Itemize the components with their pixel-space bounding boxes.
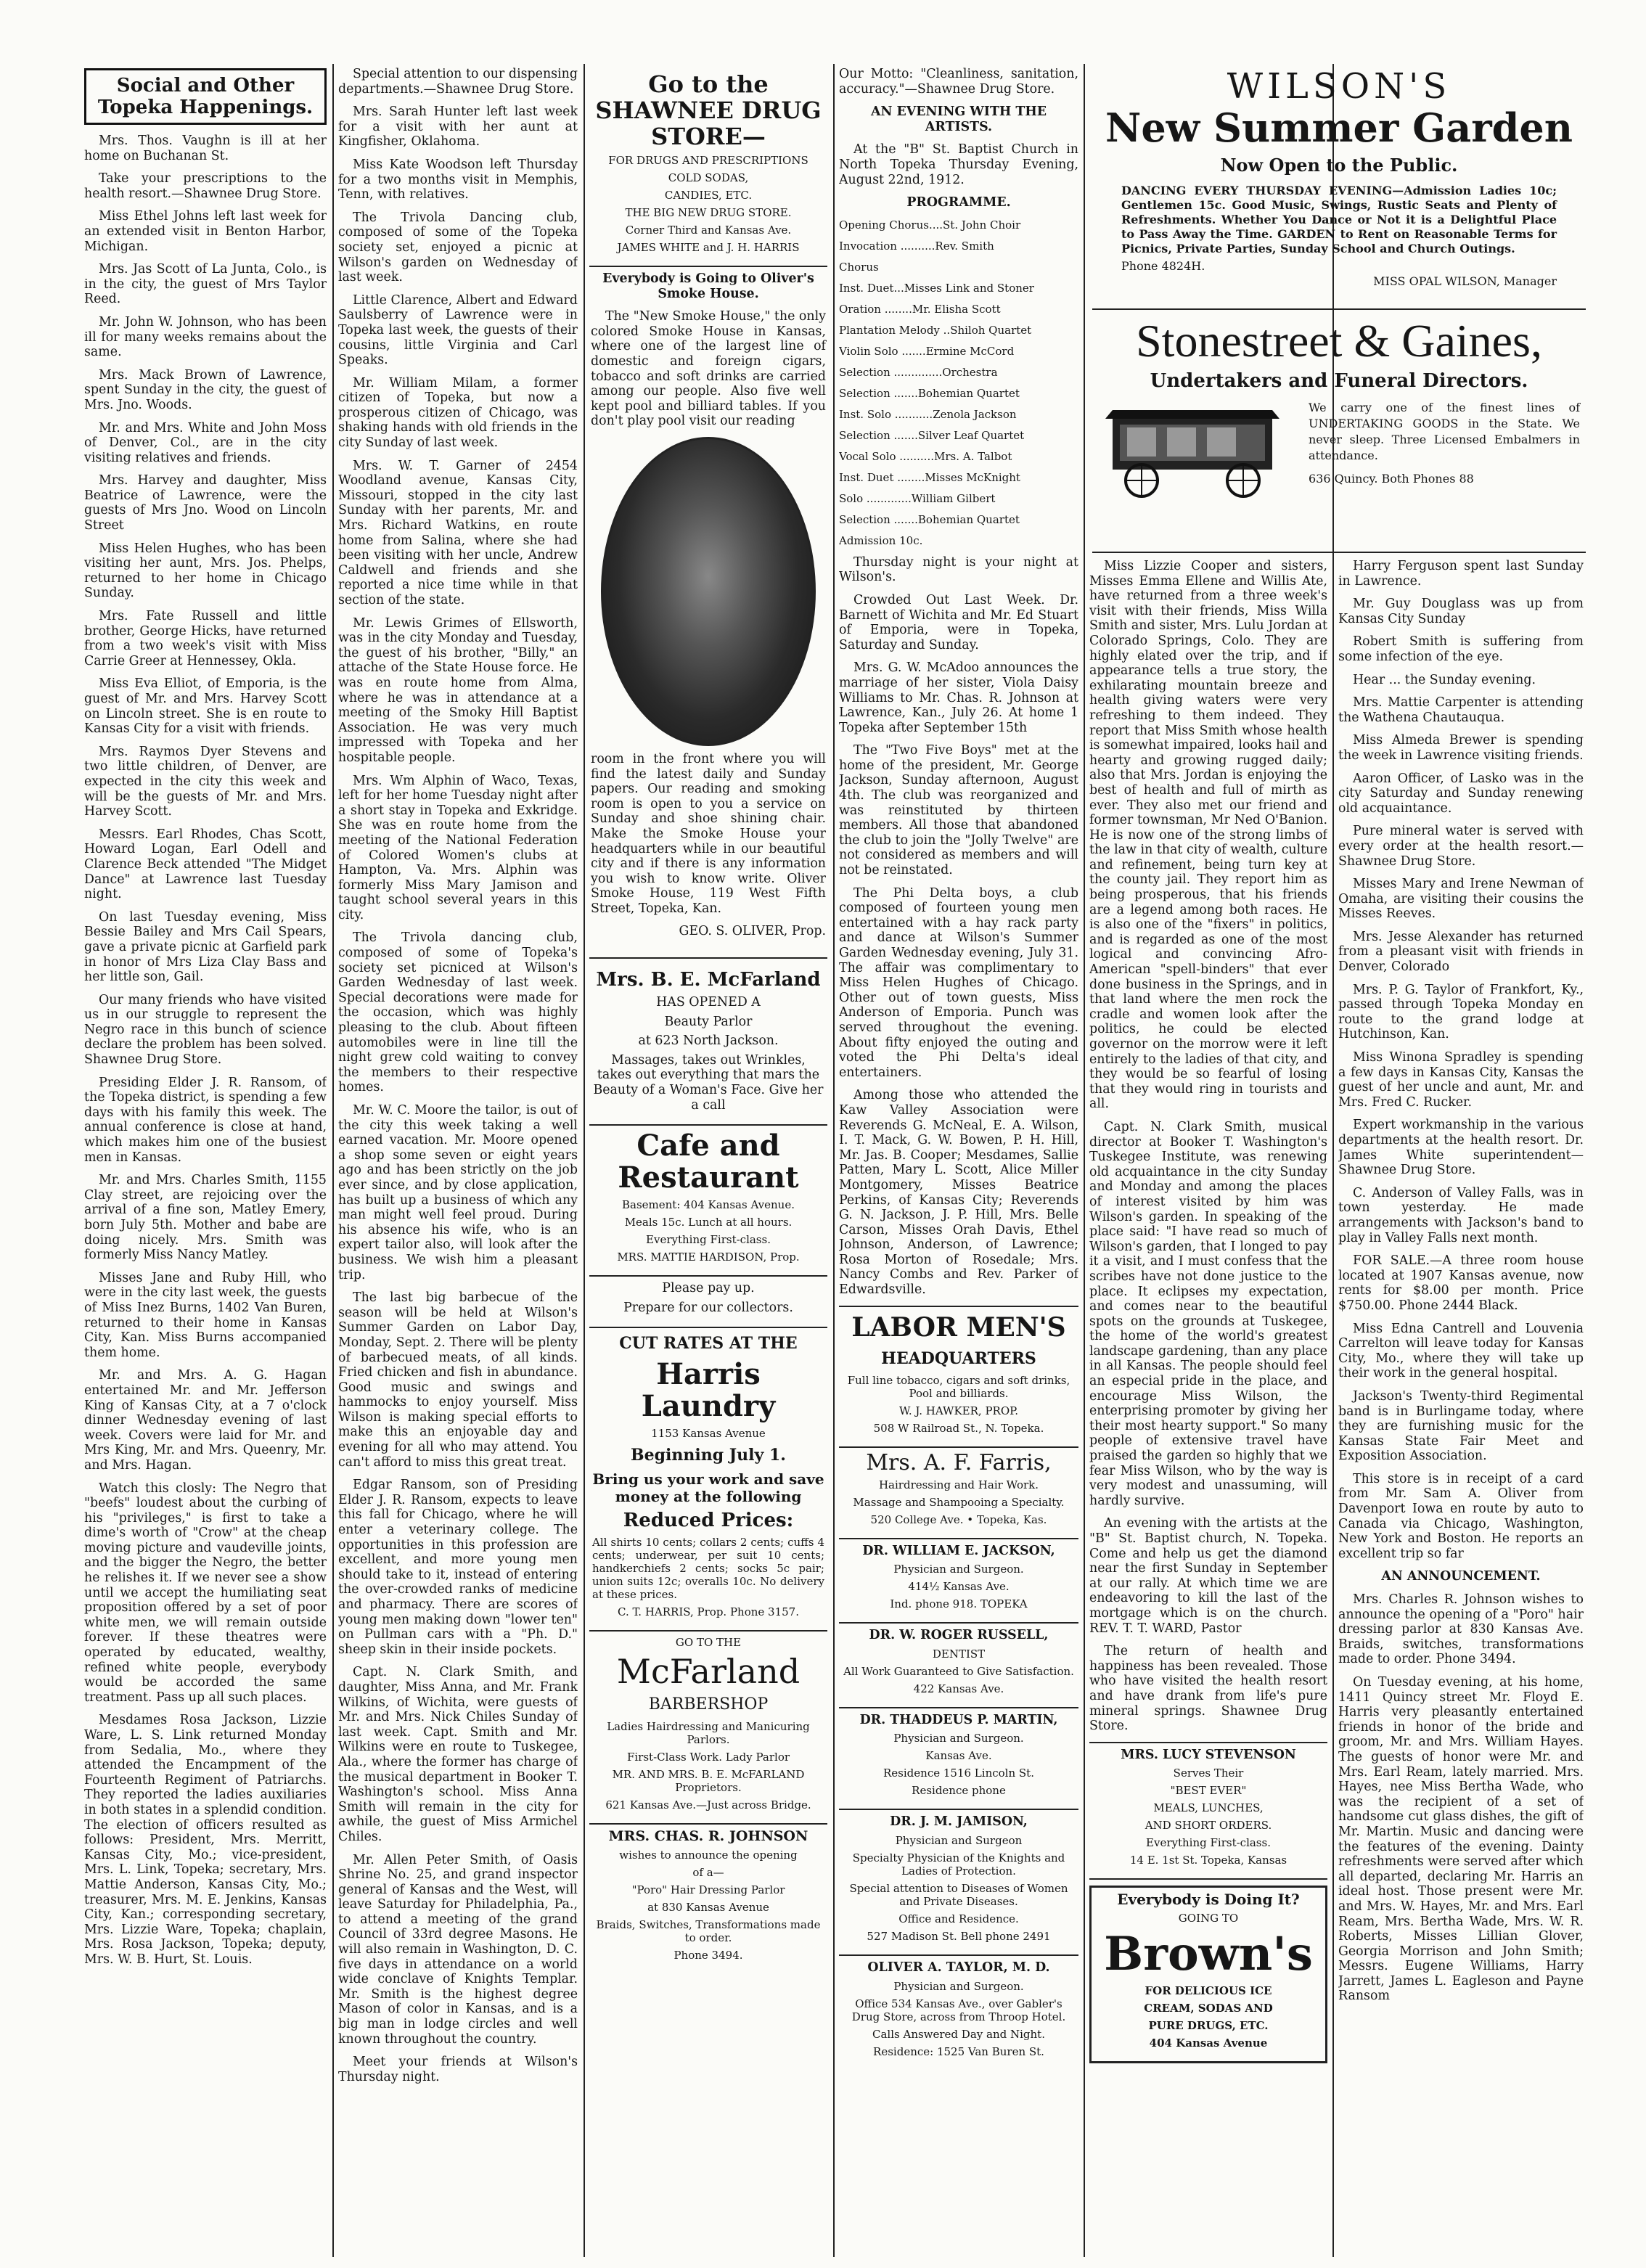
ad-lines: [592, 1198, 824, 1264]
ad-title: Go to the SHAWNEE DRUG STORE—: [595, 70, 822, 150]
news-items: [1338, 559, 1584, 1561]
news-item: Mrs. P. G. Taylor of Frankfort, Ky., passed through Topeka Monday en route to the grand lodge at Hutchinson, Kan.: [1338, 982, 1584, 1042]
ad-address: 636 Quincy. Both Phones 88: [1309, 472, 1474, 486]
news-item: Meet your friends at Wilson's Thursday night.: [338, 2055, 578, 2084]
card-line: Calls Answered Day and Night.: [872, 2027, 1045, 2041]
ad-text: room in the front where you will find the latest daily and Sunday papers. Our reading and smoking room is open to you a service on Sunday and shoe shining chair. Make the Smoke House your headquarters while in our beautiful city and if there is any information you wish to know write. Oliver Smoke House, 119 West Fifth Street, Topeka, Kan.: [591, 751, 826, 916]
ad-title: LABOR MEN'S: [851, 1311, 1066, 1343]
ad-line: COLD SODAS,: [668, 171, 749, 184]
news-item: Misses Jane and Ruby Hill, who were in the city last week, the guests of Miss Inez Burns, 1402 Van Buren, returned to their home in Kansas City, Kan. Miss Burns accompanied them home.: [84, 1270, 327, 1360]
ad-address: 1153 Kansas Avenue: [651, 1427, 766, 1441]
ad-text: The "New Smoke House," the only colored Smoke House in Kansas, where one of the largest line of domestic and foreign cigars, tobacco and soft drinks are carried among our people. Also five well kept pool and billiard tables. If you don't play pool visit our reading: [591, 309, 826, 429]
news-item: The Trivola dancing club, composed of some of Topeka's society set picniced at Wilson's Garden Wednesday of last week. Special decorations were made for the occasion, which was highly pleasing to the club. About fifteen automobiles were in line till the night grew cold waiting to convey the members to their respective homes.: [338, 930, 578, 1095]
shawnee-drug-ad: [589, 67, 827, 267]
news-item: Mrs. Sarah Hunter left last week for a visit with her aunt at Kingfisher, Oklahoma.: [338, 105, 578, 150]
ad-line: PURE DRUGS, ETC.: [1148, 2018, 1269, 2032]
programme-line: Inst. Solo ...........Zenola Jackson: [839, 407, 1017, 421]
ad-top: GO TO THE: [675, 1636, 742, 1650]
event-intro: At the "B" St. Baptist Church in North Topeka Thursday Evening, August 22nd, 1912.: [839, 142, 1078, 187]
ad-line: 404 Kansas Avenue: [1149, 2036, 1268, 2050]
card-line: Office and Residence.: [898, 1912, 1019, 1926]
card-line: Physician and Surgeon.: [893, 1563, 1024, 1576]
announcement-items: [1338, 1592, 1584, 2004]
section-heading: AN ANNOUNCEMENT.: [1381, 1569, 1541, 1584]
card-line: Office 534 Kansas Ave., over Gabler's Drug Store, across from Throop Hotel.: [851, 1997, 1066, 2023]
programme-line: Solo .............William Gilbert: [839, 491, 996, 505]
ad-open: Now Open to the Public.: [1220, 155, 1458, 176]
ad-lines: [592, 995, 824, 1113]
dr-martin-card: [839, 1708, 1078, 1811]
harris-laundry-ad: [589, 1328, 827, 1632]
ad-line: "Poro" Hair Dressing Parlor: [631, 1883, 785, 1896]
ad-heading: Everybody is Going to Oliver's Smoke House.: [602, 271, 814, 301]
hearse-illustration: [1098, 404, 1294, 499]
programme-line: Invocation ..........Rev. Smith: [839, 239, 994, 253]
ad-line: Basement: 404 Kansas Avenue.: [621, 1198, 795, 1212]
news-item: FOR SALE.—A three room house located at 1907 Kansas avenue, now rents for $8.00 per month. Price $750.00. Phone 2444 Black.: [1338, 1253, 1584, 1313]
stevenson-ad: [1089, 1742, 1327, 1880]
ad-line: Everything First-class.: [646, 1233, 771, 1247]
news-item: Miss Eva Elliot, of Emporia, is the guest of Mr. and Mrs. Harvey Scott on Lincoln street. She is en route to Kansas City for a visit with friends.: [84, 676, 327, 737]
news-items: [84, 134, 327, 1968]
ad-line: AND SHORT ORDERS.: [1145, 1819, 1272, 1833]
labor-mens-ad: [839, 1306, 1078, 1448]
news-item: Mrs. Harvey and daughter, Miss Beatrice of Lawrence, were the guests of Mrs Jno. Wood on Lincoln Street: [84, 473, 327, 533]
news-item: Jackson's Twenty-third Regimental band is in Burlingame today, where they are furnishing music for the Kansas State Fair Meet and Exposition Association.: [1338, 1388, 1584, 1464]
news-item: Mr. Lewis Grimes of Ellsworth, was in the city Monday and Tuesday, the guest of his brother, "Billy," an attache of the State House force. He was en route home from Alma, where he was in attendance at a meeting of the Smoky Hill Baptist Association. He was very much impressed with Topeka and her hospitable people.: [338, 615, 578, 765]
card-line: 422 Kansas Ave.: [913, 1682, 1004, 1695]
card-line: DENTIST: [932, 1647, 986, 1661]
news-item: This store is in receipt of a card from Mr. Sam A. Oliver from Davenport Iowa en route by auto to Canada via Chicago, Washington, New York and Boston. He reports an excellent trip so far: [1338, 1471, 1584, 1561]
ad-line: CREAM, SODAS AND: [1144, 2001, 1273, 2015]
ad-going: GOING TO: [1178, 1911, 1239, 1925]
news-item: Mrs. Jesse Alexander has returned from a pleasant visit with friends in Denver, Colorado: [1338, 929, 1584, 975]
news-item: Special attention to our dispensing departments.—Shawnee Drug Store.: [338, 67, 578, 97]
column-church-and-cards: [839, 67, 1078, 2251]
card-line: All Work Guaranteed to Give Satisfaction.: [843, 1664, 1074, 1678]
card-line: Physician and Surgeon: [895, 1834, 1023, 1848]
news-item: Mr. and Mrs. White and John Moss of Denver, Col., are in the city visiting relatives and friends.: [84, 420, 327, 465]
card-lines: [842, 1647, 1076, 1695]
news-item: Mrs. Wm Alphin of Waco, Texas, left for her home Tuesday night after a short stay in Topeka and Exkridge. She was en route home from the meeting of the National Federation of Colored Women's clubs at Hampton, Va. Mrs. Alphin was formerly Miss Mary Jamison and taught school several years in this city.: [338, 773, 578, 922]
news-item: An evening with the artists at the "B" St. Baptist church, N. Topeka. Come and help us get the diamond near the first Sunday in September at our rally. At which time we are endeavoring to kill the last of the mortgage which is on the church. REV. T. T. WARD, Pastor: [1089, 1516, 1327, 1636]
news-item: Mrs. Mattie Carpenter is attending the Wathena Chautauqua.: [1338, 695, 1584, 725]
programme-line: Violin Solo .......Ermine McCord: [839, 344, 1015, 358]
news-item: Miss Lizzie Cooper and sisters, Misses Emma Ellene and Willis Ate, have returned from a three week's visit with their friends, Miss Willa Smith and sister, Mrs. Lulu Jordan at Colorado Springs, Colo. They are highly elated over the trip, and if appearance tells a true story, the exhilarating mountain breeze and health giving waters were very refreshing to them indeed. They report that Miss Smith whose health is somewhat impaired, looks hail and hearty and growing rugged daily; also that Mrs. Jordan is enjoying the best of health and full of mirth as ever. They also met our friend and former townsman, Mr Ned O'Banion. He is now one of the strong limbs of the law in that city of wealth, culture and refinement, being turn key at the county jail. They report him as being prosperous, that his friends are a legend among both races. He is also one of the "fixers" in politics, and is regarded as one of the most logical and convincing Afro-American "spell-binders" that ever done business in the Springs, and in that land where the men rock the cradle and women look after the politics, he could be elected governor on the morrow were it left entirely to the ladies of that city, and they would be so fearful of losing that they would ring in tourists and all.: [1089, 559, 1327, 1112]
ad-line: Phone 3494.: [673, 1949, 743, 1962]
cafe-ad: [589, 1126, 827, 1277]
news-item: The last big barbecue of the season will be held at Wilson's Summer Garden on Labor Day, Monday, Sept. 2. There will be plenty of barbecued meats, of all kinds. Fried chicken and fish in abundance. Good music and swings and hammocks to enjoy yourself. Miss Wilson is making special efforts to make this an enjoyable day and evening for all who may attend. You can't afford to miss this great treat.: [338, 1290, 578, 1470]
card-lines: [842, 1563, 1076, 1610]
card-line: 527 Madison St. Bell phone 2491: [867, 1930, 1051, 1944]
ad-subtitle: Undertakers and Funeral Directors.: [1150, 370, 1528, 392]
dr-jackson-card: [839, 1539, 1078, 1624]
news-item: Mr. William Milam, a former citizen of Topeka, but now a prosperous citizen of Chicago, was shaking hands with old friends in the city Sunday of last week.: [338, 375, 578, 451]
news-item: Mrs. G. W. McAdoo announces the marriage of her sister, Viola Daisy Williams to Mr. Chas. R. Johnson at Lawrence, Kan., July 26. At home 1 Topeka after September 15th: [839, 660, 1078, 735]
ad-lines: [592, 1849, 824, 1962]
card-lines: [842, 1980, 1076, 2058]
ad-title: Cafe and Restaurant: [618, 1129, 799, 1195]
programme-line: Chorus: [839, 260, 879, 274]
ad-manager: MISS OPAL WILSON, Manager: [1373, 274, 1557, 288]
news-item: The return of health and happiness has been revealed. Those who have visited the health resort and have drank from life's pure mineral springs. Shawnee Drug Store.: [1089, 1644, 1327, 1734]
news-item: Harry Ferguson spent last Sunday in Lawrence.: [1338, 559, 1584, 589]
news-item: Crowded Out Last Week. Dr. Barnett of Wichita and Mr. Ed Stuart of Emporia, were in Topeka, Saturday and Sunday.: [839, 592, 1078, 652]
news-item: Miss Kate Woodson left Thursday for a two months visit in Memphis, Tenn, with relatives.: [338, 157, 578, 202]
ad-line: 14 E. 1st St. Topeka, Kansas: [1129, 1854, 1287, 1867]
news-item: Pure mineral water is served with every order at the health resort.—Shawnee Drug Store.: [1338, 824, 1584, 869]
wilsons-garden-ad: [1092, 67, 1586, 335]
dr-taylor-card: [839, 1956, 1078, 2070]
news-item: Mrs. Thos. Vaughn is ill at her home on Buchanan St.: [84, 134, 327, 163]
column-rule: [584, 64, 585, 2257]
ad-lines: [592, 154, 824, 254]
ad-line: Full line tobacco, cigars and soft drinks, Pool and billiards.: [847, 1373, 1070, 1400]
news-item: The "Two Five Boys" met at the home of the president, Mr. George Jackson, Sunday afternoon, August 4th. The club was reorganized and was reinstituted by thirteen members. All those that abandoned the club to join the "Jolly Twelve" are not considered as members and will not be reinstated.: [839, 743, 1078, 878]
news-item: Our many friends who have visited us in our struggle to represent the Negro race in this bunch of science declare the problem has been solved. Shawnee Drug Store.: [84, 992, 327, 1068]
ad-line: at 623 North Jackson.: [638, 1033, 779, 1049]
column-social-happenings: [84, 67, 327, 2251]
card-line: Residence phone: [912, 1784, 1006, 1798]
news-item: Miss Almeda Brewer is spending the week in Lawrence visiting friends.: [1338, 733, 1584, 763]
programme-list: [839, 218, 1078, 547]
card-line: Physician and Surgeon.: [893, 1732, 1024, 1745]
card-line: Kansas Ave.: [925, 1749, 992, 1763]
ad-line: FOR DRUGS AND PRESCRIPTIONS: [608, 154, 808, 167]
column-personals: [338, 67, 578, 2251]
notice-line: Prepare for our collectors.: [623, 1300, 793, 1315]
column-rule: [332, 64, 334, 2257]
stonestreet-gaines-ad: [1092, 312, 1586, 552]
news-item: Miss Ethel Johns left last week for an extended visit in Benton Harbor, Michigan.: [84, 209, 327, 254]
news-item: Mr. Allen Peter Smith, of Oasis Shrine No. 25, and grand inspector general of Kansas and the West, will leave Saturday for Philadelphia, Pa., to attend a meeting of the grand Council of 33rd degree Masons. He will also remain in Washington, D. C. five days in attendance on a world wide conclave of Knights Templar. Mr. Smith is the highest degree Mason of color in Kansas, and is a big man in lodge circles and well known throughout the country.: [338, 1852, 578, 2047]
news-item: On Tuesday evening, at his home, 1411 Quincy street Mr. Floyd E. Harris very pleasantly entertained friends in honor of the bride and groom, Mr. and Mrs. William Hayes. The guests of honor were Mr. and Mrs. Earl Ream, lately married. Mrs. Hayes, nee Miss Bertha Wade, who was the recipient of a set of handsome cut glass dishes, the gift of Mr. Martin. Music and dancing were the features of the evening. Dainty refreshments were served after which all departed, declaring Mr. Harris an ideal host. Those present were Mr. and Mrs. W. Hayes, Mr. and Mrs. Earl Ream, Mrs. Bertha Wade, Mrs. W. R. Roberts, Misses Lillian Glover, Georgia Morrison and John Smith; Messrs. Eugene Williams, Harry Jarrett, James L. Eagleson and Payne Ransom: [1338, 1675, 1584, 2004]
browns-ad: [1089, 1886, 1327, 2063]
ad-title: McFarland: [616, 1652, 801, 1692]
ad-line: THE BIG NEW DRUG STORE.: [625, 206, 792, 219]
ad-line: "BEST EVER": [1170, 1784, 1247, 1798]
ad-line: First-Class Work. Lady Parlor: [626, 1751, 790, 1764]
ad-line: FOR DELICIOUS ICE: [1145, 1984, 1272, 1997]
ad-line: MEALS, LUNCHES,: [1153, 1801, 1264, 1815]
news-item: Capt. N. Clark Smith, musical director at Booker T. Washington's Tuskegee Institute, was renewing old acquaintance in the city Sunday and Monday and among the places of interest visited by him was Wilson's garden. In speaking of the place said: "I have read so much of Wilson's garden, that I longed to pay it a visit, and I must confess that the scribes have not done justice to the place. It eclipses my expectation, and comes near to the beautiful spots on the grounds at Tuskegee, the home of the world's greatest landscape gardening, than any place in all Kansas. The people should feel an especial pride in the place, and encourage Miss Wilson, the enterprising promoter by giving her their most hearty support." So many people of extensive travel have praised the garden so highly that we fear Miss Wilson, who by the way is very modest and unassuming, will hardly survive.: [1089, 1119, 1327, 1508]
news-item: Miss Winona Spradley is spending a few days in Kansas City, Kansas the guest of her uncle and aunt, Mr. and Mrs. Fred C. Rucker.: [1338, 1050, 1584, 1110]
news-item: Thursday night is your night at Wilson's.: [839, 554, 1078, 585]
ad-top: Everybody is Doing It?: [1117, 1891, 1300, 1909]
ad-line: at 830 Kansas Avenue: [647, 1901, 769, 1914]
ad-subtitle: BARBERSHOP: [648, 1695, 769, 1714]
news-item: Mrs. Mack Brown of Lawrence, spent Sunday in the city, the guest of Mrs. Jno. Woods.: [84, 367, 327, 412]
ad-signature: GEO. S. OLIVER, Prop.: [679, 924, 826, 939]
ad-line: 520 College Ave. • Topeka, Kas.: [870, 1512, 1047, 1526]
card-lines: [842, 1732, 1076, 1797]
column-local-news: [1089, 559, 1327, 2250]
card-line: Residence 1516 Lincoln St.: [883, 1766, 1034, 1780]
ad-line: Serves Their: [1173, 1766, 1244, 1780]
programme-line: Inst. Duet ........Misses McKnight: [839, 470, 1020, 484]
smoke-house-ad: [589, 267, 827, 951]
news-item: Mrs. W. T. Garner of 2454 Woodland avenue, Kansas City, Missouri, stopped in the city last Sunday with her parents, Mr. and Mrs. Richard Watkins, en route home from Salina, where she had been visiting with her uncle, Andrew Caldwell and friends and she reported a nice time while in that section of the state.: [338, 458, 578, 607]
card-line: Special attention to Diseases of Women and Private Diseases.: [849, 1882, 1068, 1909]
card-title: DR. J. M. JAMISON,: [890, 1814, 1028, 1830]
news-item: Mr. and Mrs. Charles Smith, 1155 Clay street, are rejoicing over the arrival of a fine son, Matley Emery, born July 5th. Mother and babe are doing nicely. Mrs. Smith was formerly Miss Nancy Matley.: [84, 1173, 327, 1263]
news-item: Capt. N. Clark Smith, and daughter, Miss Anna, and Mr. Frank Wilkins, of Wichita, were guests of Mr. and Mrs. Nick Chiles Sunday of last week. Capt. Smith and Mr. Wilkins were en route to Tuskegee, Ala., where the former has charge of the musical department in Booker T. Washington's school. Miss Anna Smith will remain in the city for awhile, the guest of Miss Armichel Chiles.: [338, 1665, 578, 1844]
store-motto: Our Motto: "Cleanliness, sanitation, accuracy."—Shawnee Drug Store.: [839, 67, 1078, 97]
card-line: Ind. phone 918. TOPEKA: [890, 1597, 1028, 1611]
news-item: Mr. John W. Johnson, who has been ill for many weeks remains about the same.: [84, 314, 327, 360]
news-item: Robert Smith is suffering from some infection of the eye.: [1338, 634, 1584, 664]
ad-subtitle: HEADQUARTERS: [881, 1348, 1036, 1368]
news-item: Aaron Officer, of Lasko was in the city Saturday and Sunday renewing old acquaintance.: [1338, 771, 1584, 816]
column-rule: [833, 64, 835, 2257]
farris-ad: [839, 1448, 1078, 1539]
programme-line: Opening Chorus....St. John Choir: [839, 218, 1021, 232]
programme-line: Selection .......Silver Leaf Quartet: [839, 428, 1025, 442]
column-advertisements: [589, 67, 827, 2251]
programme-line: Selection ..............Orchestra: [839, 365, 998, 379]
ad-title: Stonestreet & Gaines,: [1136, 315, 1542, 367]
ad-lines: [842, 1478, 1076, 1526]
ad-title: Mrs. A. F. Farris,: [866, 1449, 1052, 1475]
news-items: [338, 67, 578, 2084]
dr-russell-card: [839, 1624, 1078, 1708]
ad-line: of a—: [692, 1866, 724, 1879]
ad-line: Ladies Hairdressing and Manicuring Parlors.: [607, 1720, 810, 1747]
ad-line: Massage and Shampooing a Specialty.: [853, 1495, 1065, 1509]
pay-up-notice: [589, 1277, 827, 1328]
column-briefs: [1338, 559, 1584, 2250]
ad-lines: [842, 1374, 1076, 1435]
card-title: DR. WILLIAM E. JACKSON,: [862, 1543, 1055, 1558]
news-item: Take your prescriptions to the health resort.—Shawnee Drug Store.: [84, 171, 327, 201]
programme-line: Selection .......Bohemian Quartet: [839, 386, 1020, 400]
ad-prices: All shirts 10 cents; collars 2 cents; cuffs 4 cents; underwear, per suit 10 cents; handkerchiefs 2 cents; socks 5c pair; union suits 12c; overalls 10c. No delivery at these prices.: [592, 1536, 824, 1602]
ad-line: Everything First-class.: [1146, 1836, 1271, 1850]
ad-line: Braids, Switches, Transformations made to order.: [596, 1918, 821, 1944]
ad-line: 621 Kansas Ave.—Just across Bridge.: [605, 1798, 811, 1812]
section-heading: AN EVENING WITH THE ARTISTS.: [871, 105, 1047, 134]
ad-line: Corner Third and Kansas Ave.: [625, 224, 792, 237]
card-line: Residence: 1525 Van Buren St.: [873, 2044, 1044, 2058]
news-items: [1089, 559, 1327, 1734]
news-item: Miss Helen Hughes, who has been visiting her aunt, Mrs. Jos. Phelps, returned to her home in Chicago Sunday.: [84, 541, 327, 601]
dr-jamison-card: [839, 1810, 1078, 1956]
news-item: On last Tuesday evening, Miss Bessie Bailey and Mrs Cail Spears, gave a private picnic at Garfield park in honor of Mrs Liza Clay Bass and her little son, Gail.: [84, 909, 327, 985]
section-heading: Social and Other Topeka Happenings.: [84, 68, 327, 125]
news-item: C. Anderson of Valley Falls, was in town yesterday. He made arrangements with Jackson's band to play in Valley Falls next month.: [1338, 1185, 1584, 1245]
ad-title: MRS. CHAS. R. JOHNSON: [608, 1828, 808, 1845]
programme-line: Inst. Duet...Misses Link and Stoner: [839, 281, 1034, 295]
barbershop-ad: [589, 1632, 827, 1825]
news-item: The Phi Delta boys, a club composed of fourteen young men entertained with a hay rack party and dance at Wilson's Summer Garden Wednesday evening, July 31. The affair was complimentary to Miss Helen Hughes of Chicago. Other out of town guests, Miss Anderson of Emporia. Punch was served throughout the evening. About fifty enjoyed the outing and voted the Phi Delta's ideal entertainers.: [839, 885, 1078, 1080]
notice-line: Please pay up.: [662, 1281, 755, 1296]
ad-line: Hairdressing and Hair Work.: [878, 1478, 1039, 1491]
card-lines: [842, 1834, 1076, 1943]
news-item: Miss Edna Cantrell and Louvenia Carrelton will leave today for Kansas City, Mo., where they will take up their work in the general hospital.: [1338, 1321, 1584, 1381]
news-item: Watch this closly: The Negro that "beefs" loudest about the curbing of his "privileges," is first to take a dime's worth of "Crow" at the cheap moving picture and vaudeville joints, and the bigger the Negro, the better he relishes it. If we never see a show until we accept the humiliating seat proposition offered by a set of poor white men, we will remain outside forever. If these theatres were operated by educated, wealthy, refined white people, everybody would be accorded the same treatment. Pass up all such places.: [84, 1481, 327, 1705]
notice-lines: [592, 1281, 824, 1315]
news-item: The Trivola Dancing club, composed of some of the Topeka society set, enjoyed a picnic at Wilson's garden on Wednesday of last week.: [338, 210, 578, 285]
ad-title: MRS. LUCY STEVENSON: [1121, 1747, 1296, 1762]
ad-text: We carry one of the finest lines of UNDERTAKING GOODS in the State. We never sleep. Three Licensed Embalmers in attendance.: [1309, 401, 1580, 462]
news-item: Mrs. Raymos Dyer Stevens and two little children, of Denver, are expected in the city this week and will be the guests of Mr. and Mrs. Harvey Scott.: [84, 744, 327, 819]
programme-line: Vocal Solo ..........Mrs. A. Talbot: [839, 449, 1012, 463]
programme-line: Plantation Melody ..Shiloh Quartet: [839, 323, 1032, 337]
ad-line: wishes to announce the opening: [619, 1849, 798, 1862]
ad-line: Beauty Parlor: [664, 1014, 753, 1029]
portrait-photo: [601, 437, 816, 746]
news-items: [839, 555, 1078, 1298]
ad-lines: [1092, 1766, 1324, 1867]
ad-line: HAS OPENED A: [656, 995, 761, 1010]
card-line: Specialty Physician of the Knights and Ladies of Protection.: [852, 1851, 1065, 1878]
card-line: 414½ Kansas Ave.: [908, 1580, 1010, 1594]
ad-text: DANCING EVERY THURSDAY EVENING—Admission Ladies 10c; Gentlemen 15c. Good Music, Swings, Rustic Seats and Plenty of Refreshments. Whether You Dance or Not it is a Delightful Place to Pass Away the Time. GARDEN to Rent on Reasonable Terms for Picnics, Private Parties, Sunday School and Church Outings.: [1121, 184, 1557, 255]
programme-line: Selection .......Bohemian Quartet: [839, 512, 1020, 526]
ad-subtitle: New Summer Garden: [1105, 105, 1573, 151]
ad-date: Beginning July 1.: [631, 1446, 786, 1465]
ad-subtitle: Reduced Prices:: [623, 1510, 794, 1532]
ad-title: Harris Laundry: [641, 1357, 776, 1424]
card-title: OLIVER A. TAYLOR, M. D.: [867, 1960, 1050, 1976]
poro-parlor-ad: [589, 1825, 827, 1973]
news-item: Among those who attended the Kaw Valley Association were Reverends G. McNeal, E. A. Wilson, I. T. Mack, G. W. Bowen, P. H. Hill, Mr. Jas. B. Cooper; Mesdames, Sallie Patten, Mary L. Scott, Alice Miller Montgomery, Misses Beatrice Perkins, of Kansas City; Reverends G. N. Jackson, J. P. Hill, Mrs. Belle Carson, Misses Orah Davis, Ethel Johnson, Anderson, of Lawrence; Rosa Morton of Rosedale; Mrs. Nancy Combs and Rev. Parker of Edwardsville.: [839, 1088, 1078, 1298]
ad-top: CUT RATES AT THE: [619, 1334, 798, 1354]
news-item: Edgar Ransom, son of Presiding Elder J. R. Ransom, expects to leave this fall for Chicago, where he will enter a veterinary college. The opportunities in this profession are excellent, and more young men should take to it, instead of entering the over-crowded ranks of medicine and pharmacy. There are scores of young men making down "lower ten" on Pullman cars with a "Ph. D." sheep skin in their inside pockets.: [338, 1478, 578, 1657]
news-item: Mr. and Mrs. A. G. Hagan entertained Mr. and Mr. Jefferson King of Kansas City, at a 7 o'clock dinner Wednesday evening of last week. Covers were laid for Mr. and Mrs King, Mr. and Mrs. Queenry, Mr. and Mrs. Hagan.: [84, 1368, 327, 1473]
ad-title: Mrs. B. E. McFarland: [596, 969, 821, 991]
ad-title: WILSON'S: [1227, 67, 1451, 107]
programme-heading: PROGRAMME.: [906, 195, 1011, 210]
ad-proprietor: C. T. HARRIS, Prop. Phone 3157.: [618, 1605, 799, 1619]
card-line: Physician and Surgeon.: [893, 1979, 1024, 1993]
ad-line: MR. AND MRS. B. E. McFARLAND Proprietors.: [612, 1768, 805, 1795]
news-item: Little Clarence, Albert and Edward Saulsberry of Lawrence were in Topeka last week, the guests of their cousins, little Virginia and Carl Speaks.: [338, 292, 578, 368]
card-title: DR. W. ROGER RUSSELL,: [869, 1628, 1049, 1643]
news-item: Expert workmanship in the various departments at the health resort. Dr. James White superintendent—Shawnee Drug Store.: [1338, 1118, 1584, 1178]
ad-line: MRS. MATTIE HARDISON, Prop.: [617, 1250, 800, 1264]
beauty-parlor-ad: [589, 965, 827, 1126]
news-item: Presiding Elder J. R. Ransom, of the Topeka district, is spending a few days with his family this week. The annual conference is close at hand, which makes him one of the busiest men in Kansas.: [84, 1075, 327, 1165]
ad-line: JAMES WHITE and J. H. HARRIS: [617, 241, 800, 254]
news-item: Messrs. Earl Rhodes, Chas Scott, Howard Logan, Earl Odell and Clarence Beck attended "The Midget Dance" at Lawrence last Tuesday night.: [84, 827, 327, 902]
ad-lines: [592, 1720, 824, 1811]
ad-line: W. J. HAWKER, PROP.: [899, 1404, 1018, 1417]
ad-lines: [1094, 1984, 1322, 2050]
news-item: Mrs. Charles R. Johnson wishes to announce the opening of a "Poro" hair dressing parlor at 830 Kansas Ave. Braids, switches, transformations made to order. Phone 3494.: [1338, 1592, 1584, 1667]
column-rule: [1084, 64, 1085, 2257]
ad-title: Brown's: [1104, 1926, 1313, 1981]
ad-line: 508 W Railroad St., N. Topeka.: [873, 1421, 1044, 1435]
news-item: Misses Mary and Irene Newman of Omaha, are visiting their cousins the Misses Reeves.: [1338, 877, 1584, 922]
ad-line: Meals 15c. Lunch at all hours.: [624, 1216, 793, 1229]
news-item: Mrs. Fate Russell and little brother, George Hicks, have returned from a two week's visit with Miss Carrie Greer at Hennessey, Okla.: [84, 609, 327, 668]
news-item: Mr. Guy Douglass was up from Kansas City Sunday: [1338, 597, 1584, 626]
ad-line: Massages, takes out Wrinkles, takes out everything that mars the Beauty of a Woman's Face. Give her a call: [593, 1052, 824, 1113]
news-item: Mrs. Jas Scott of La Junta, Colo., is in the city, the guest of Mrs Taylor Reed.: [84, 262, 327, 307]
news-item: Hear ... the Sunday evening.: [1353, 672, 1536, 687]
ad-line: CANDIES, ETC.: [664, 189, 753, 202]
ad-phone: Phone 4824H.: [1121, 259, 1205, 273]
news-item: Mesdames Rosa Jackson, Lizzie Ware, L. S. Link returned Monday from Sedalia, Mo., where they attended the Encampment of the Fourteenth Regiment of Patriarchs. They reported the ladies auxiliaries in both states in a splendid condition. The election of officers resulted as follows: President, Mrs. Merritt, Kansas City, Mo.; vice-president, Mrs. L. Link, Topeka; secretary, Mrs. Mattie Anderson, Kansas City, Mo.; treasurer, Mrs. M. E. Jenkins, Kansas City, Kan.; corresponding secretary, Mrs. Lizzie Ware, Topeka; chaplain, Mrs. Rosa Jackson, Topeka; deputy, Mrs. W. B. Hurt, St. Louis.: [84, 1713, 327, 1967]
programme-line: Admission 10c.: [839, 533, 923, 547]
ad-text: Bring us your work and save money at the following: [592, 1470, 824, 1506]
programme-line: Oration ........Mr. Elisha Scott: [839, 302, 1001, 316]
card-title: DR. THADDEUS P. MARTIN,: [859, 1712, 1058, 1727]
news-item: Mr. W. C. Moore the tailor, is out of the city this week taking a well earned vacation. Mr. Moore opened a shop some seven or eight years ago and has been strictly on the job ever since, and by close application, has built up a business of which any man might well feel proud. During his absence his wife, who is an expert tailor also, will look after the business. We wish him a pleasant trip.: [338, 1103, 578, 1282]
